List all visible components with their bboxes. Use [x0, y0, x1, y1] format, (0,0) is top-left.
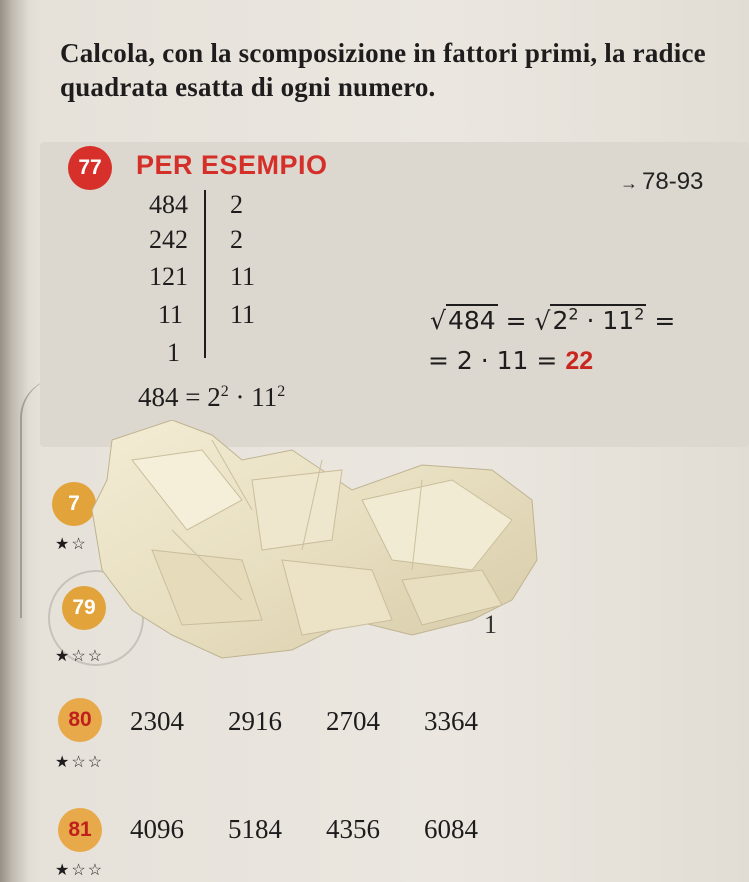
- crumpled-paper-occlusion: [92, 420, 542, 660]
- sqrt-equals-2: =: [654, 306, 676, 336]
- factor-left-3: 11: [157, 300, 183, 329]
- value: 2916: [228, 706, 282, 736]
- reference-text: 78-93: [642, 168, 704, 195]
- difficulty-stars: ★☆: [55, 536, 88, 553]
- sqrt-484: √484: [430, 306, 496, 336]
- reference-range: [620, 168, 703, 196]
- value: 3364: [424, 706, 478, 736]
- exercise-number-badge-78: [52, 482, 96, 526]
- factor-left-4: 1: [167, 338, 180, 367]
- sqrt-radicand-1: 484: [447, 306, 496, 336]
- sqrt-equals-1: =: [505, 306, 527, 336]
- factor-right-3: 11: [230, 300, 256, 329]
- difficulty-stars: ★☆☆: [55, 648, 105, 665]
- exercise-80-values: [130, 706, 522, 737]
- factor-right-0: 2: [230, 190, 243, 219]
- exercise-81-values: [130, 814, 522, 845]
- result-mid: · 11: [228, 382, 278, 412]
- exercise-number-badge: 77: [68, 146, 112, 190]
- value: 2304: [130, 706, 184, 736]
- sqrt-factored: $√2^2 \cdot 11^2$: [534, 305, 645, 336]
- difficulty-stars: ★☆☆: [55, 754, 105, 771]
- exercise-instruction: Calcola, con la scomposizione in fattori primi, la radice quadrata esatta di ogni numero.: [60, 38, 706, 102]
- factor-left-2: 121: [149, 262, 188, 291]
- value: 4096: [130, 814, 184, 844]
- exercise-number-badge-79: 79: [62, 586, 106, 630]
- result-exp-1: 2: [220, 383, 229, 400]
- sqrt-result-line: [428, 346, 593, 376]
- exercise-number-badge-81: 81: [58, 808, 102, 852]
- value: 4356: [326, 814, 380, 844]
- sqrt-exp-1: 2: [568, 305, 579, 324]
- factor-right-2: 11: [230, 262, 256, 291]
- value: 6084: [424, 814, 478, 844]
- sqrt-exp-2: 2: [634, 305, 645, 324]
- sqrt-base-1: 2: [552, 306, 569, 336]
- difficulty-stars: ★☆☆: [55, 862, 105, 879]
- value: 5184: [228, 814, 282, 844]
- result-exp-2: 2: [277, 383, 286, 400]
- sqrt-step: = 2 · 11 =: [428, 346, 558, 375]
- sqrt-equation: [430, 305, 675, 335]
- factor-right-1: 2: [230, 225, 243, 254]
- factor-left-1: 242: [149, 225, 188, 254]
- result-base: 484 = 2: [138, 382, 221, 412]
- factorization-result: [138, 382, 285, 413]
- answer-value: 22: [565, 347, 594, 375]
- partial-number-fragment: 1: [484, 610, 497, 639]
- factorization-divider: [204, 190, 206, 358]
- arrow-right-icon: →: [620, 173, 638, 193]
- factor-left-0: 484: [149, 190, 188, 219]
- example-title: PER ESEMPIO: [136, 150, 328, 180]
- exercise-number-badge-80: 80: [58, 698, 102, 742]
- value: 2704: [326, 706, 380, 736]
- sqrt-dot: · 11: [586, 306, 635, 336]
- badge-78-text: 7: [68, 492, 80, 515]
